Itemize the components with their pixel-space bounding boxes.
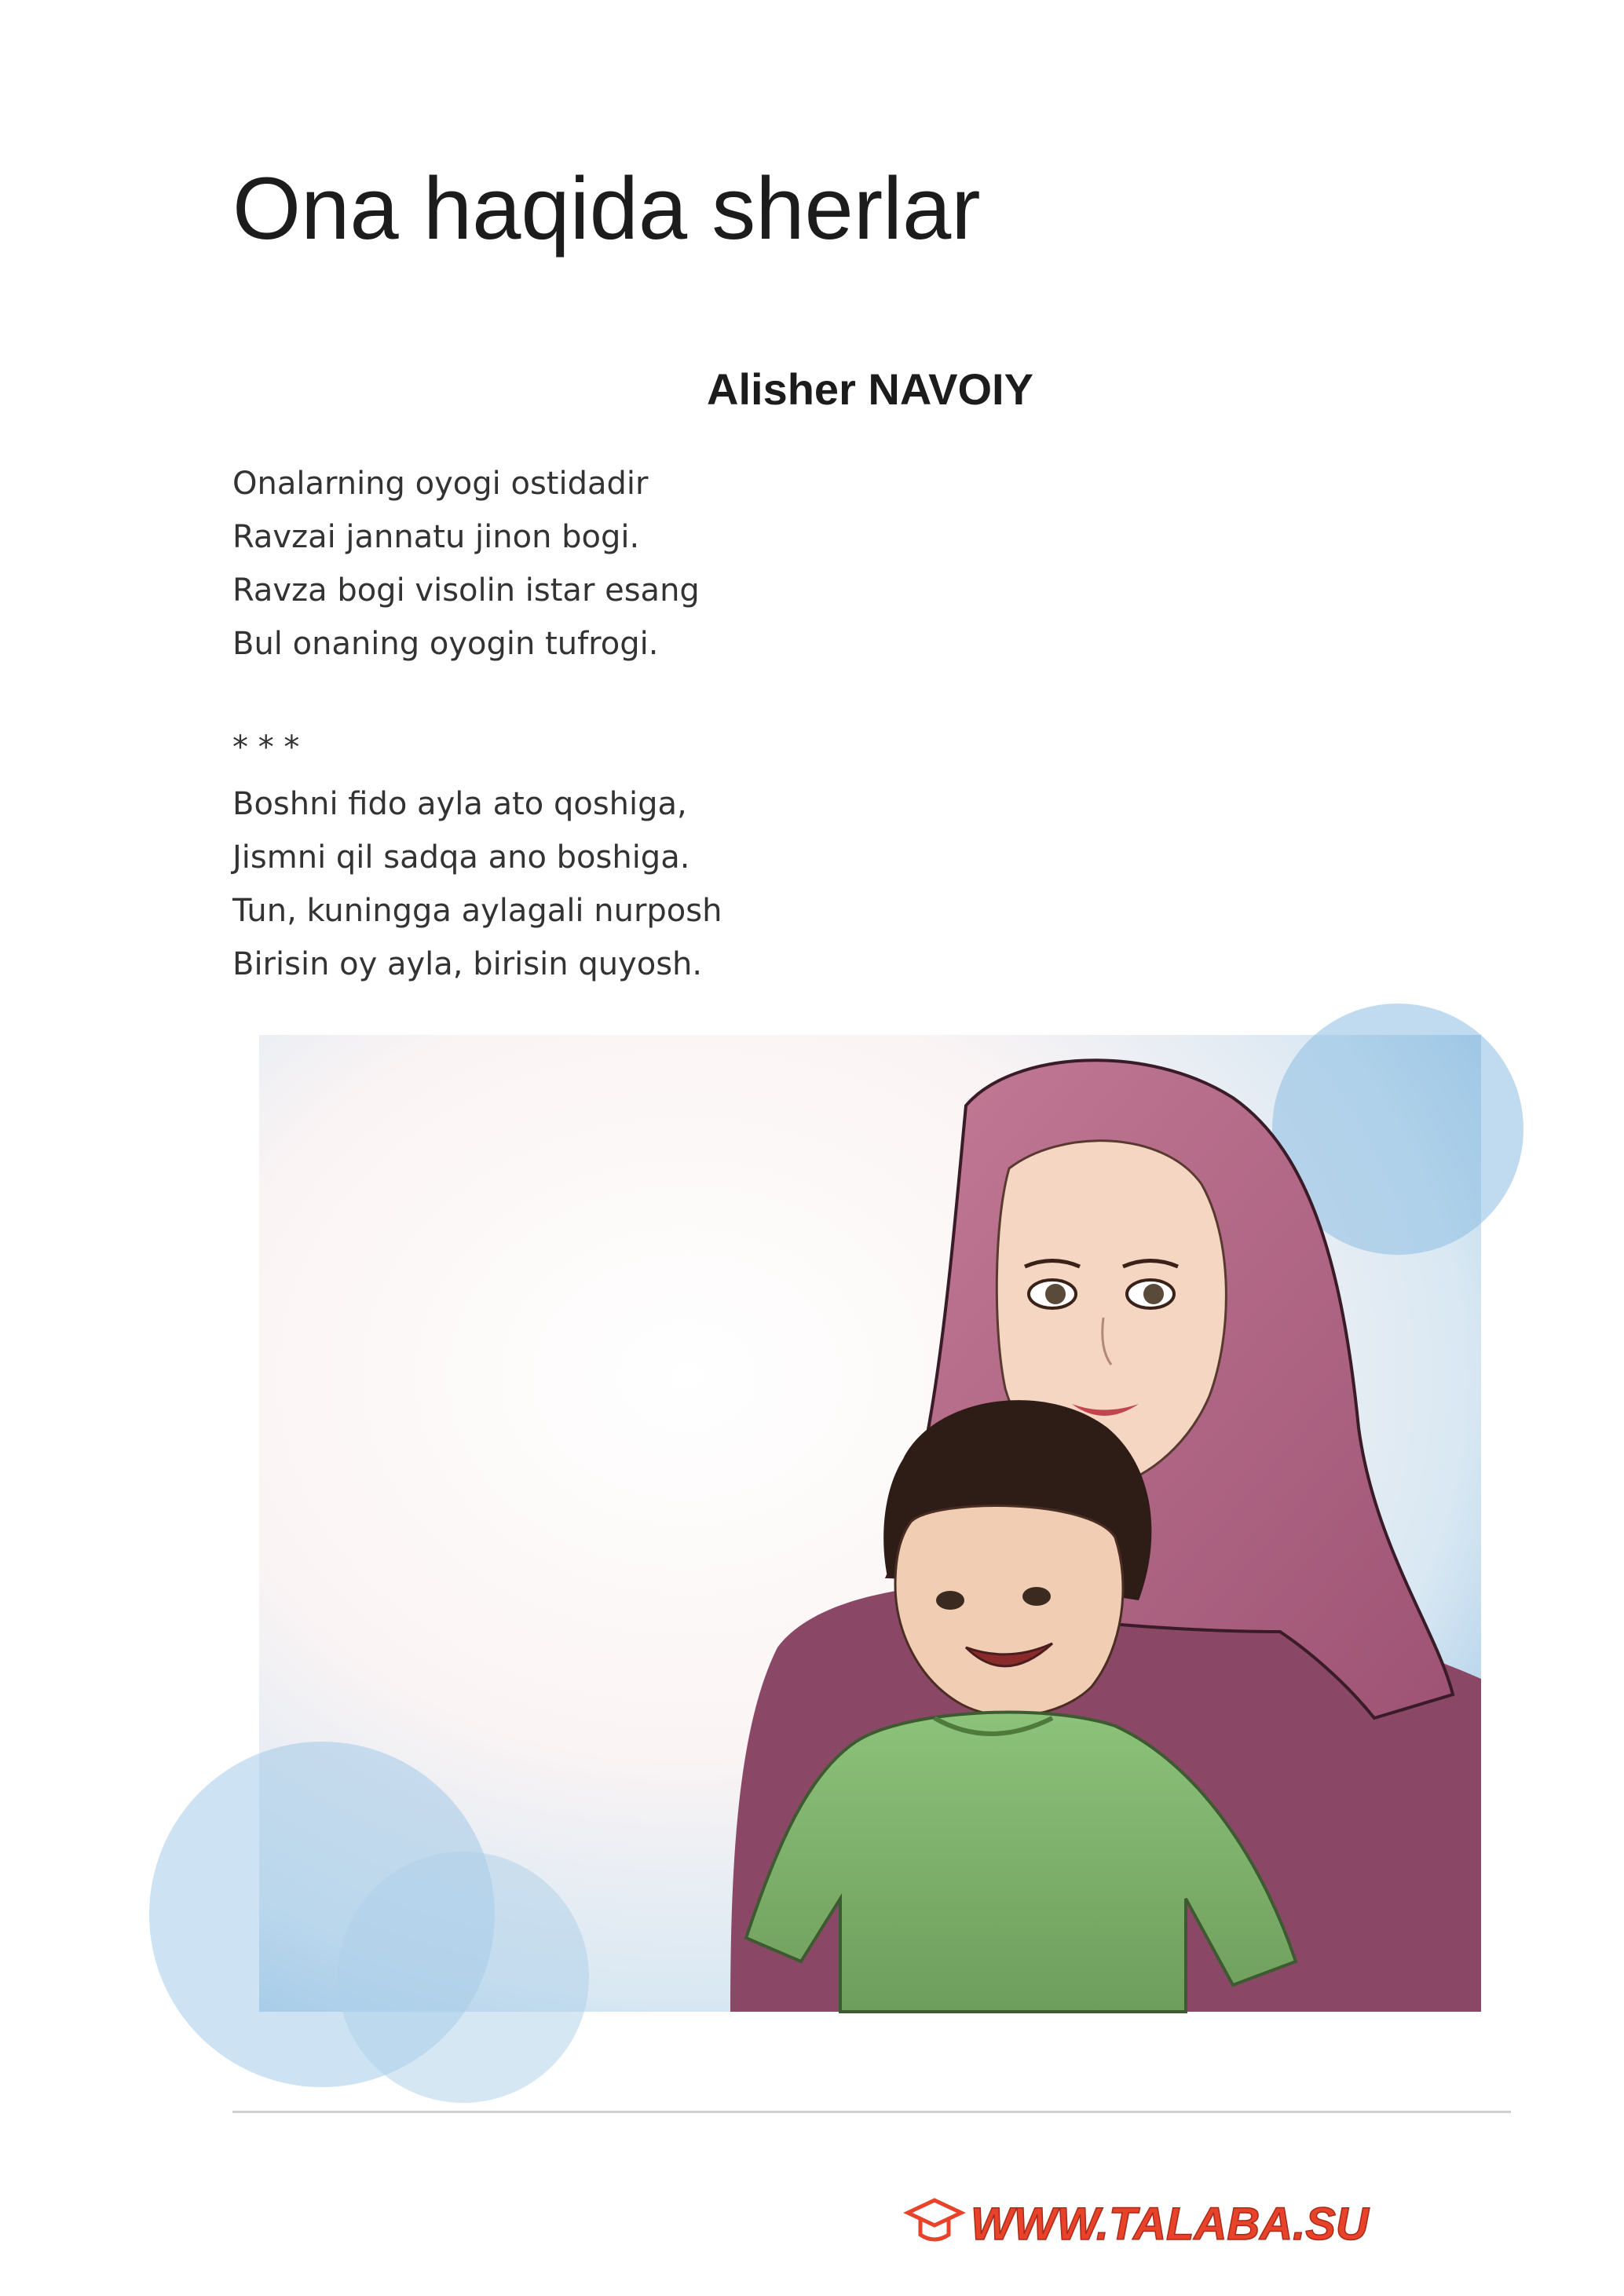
graduation-cap-icon: [908, 2200, 961, 2225]
mother-and-child-illustration: [259, 1035, 1481, 2250]
poem-line: Jismni qil sadqa ano boshiga.: [232, 839, 690, 876]
poem-stanza-2: [232, 777, 722, 991]
watermark-text: WWW.TALABA.SU: [971, 2199, 1369, 2250]
author-heading: Alisher NAVOIY: [707, 364, 1033, 414]
poem-line: Birisin oy ayla, birisin quyosh.: [232, 946, 703, 982]
footer-divider: [232, 2111, 1511, 2113]
poem-line: Bul onaning oyogin tufrogi.: [232, 626, 659, 662]
poem-line: Tun, kuningga aylagali nurposh: [232, 893, 722, 929]
poem-line: Boshni fido ayla ato qoshiga,: [232, 786, 687, 822]
poem-line: Ravzai jannatu jinon bogi.: [232, 519, 640, 555]
poem-line: Ravza bogi visolin istar esang: [232, 572, 700, 609]
page-title: Ona haqida sherlar: [232, 159, 981, 258]
poem-line: Onalarning oyogi ostidadir: [232, 466, 649, 502]
poem-stanza-1: [232, 457, 700, 671]
watermark-logo: [903, 2188, 1374, 2258]
stanza-separator: * * *: [232, 729, 300, 766]
